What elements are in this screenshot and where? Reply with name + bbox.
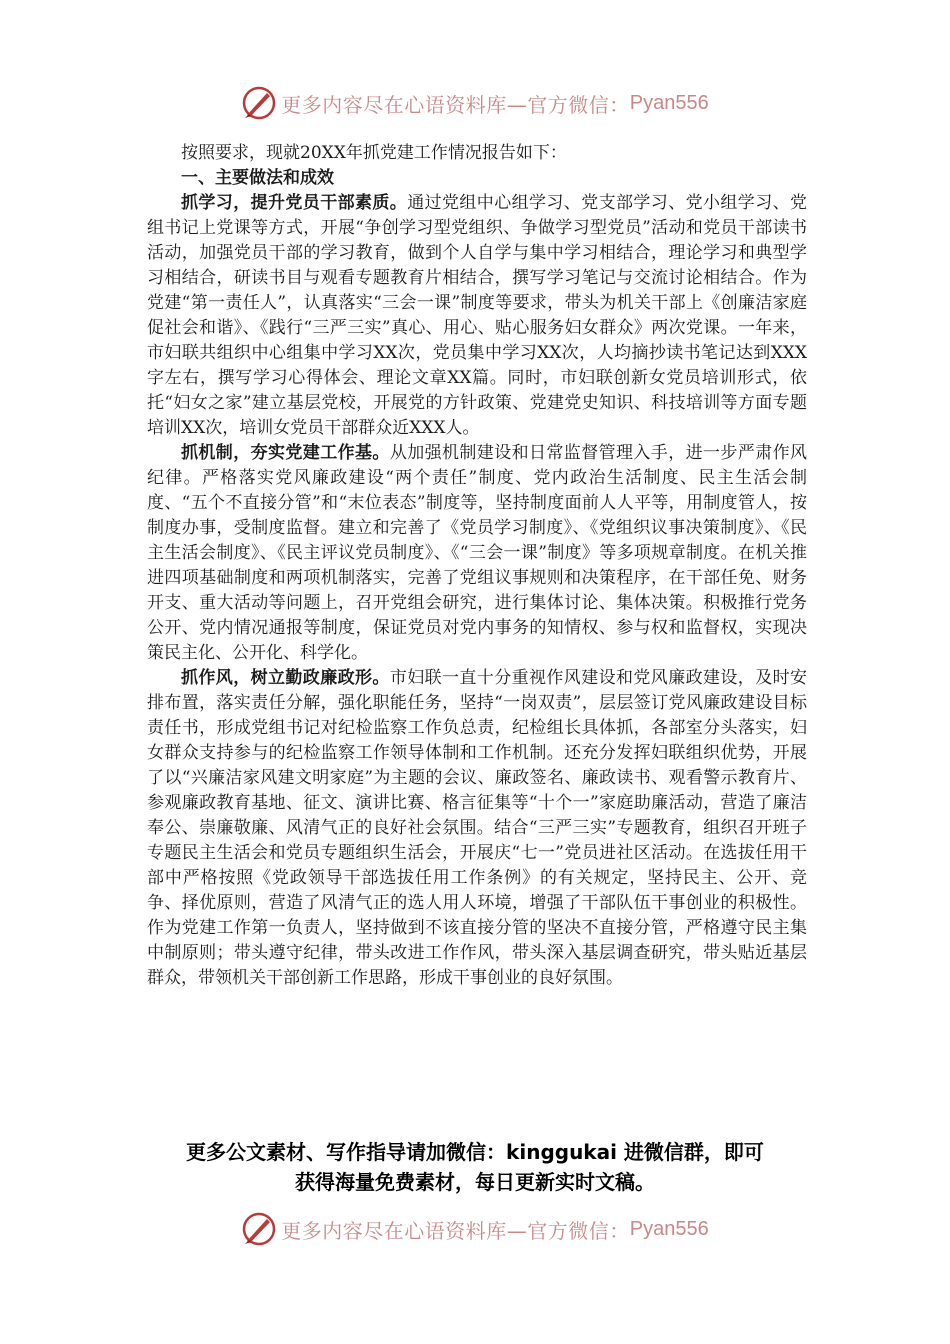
paragraph-study xyxy=(147,191,807,441)
paragraph-lead: 抓学习，提升党员干部素质。 xyxy=(181,193,408,213)
paragraph-lead: 抓作风，树立勤政廉政形。 xyxy=(181,668,390,688)
pen-logo-icon xyxy=(241,85,277,121)
paragraph-style xyxy=(147,666,807,991)
pen-logo-icon xyxy=(241,1211,277,1247)
bottom-banner xyxy=(0,1209,950,1249)
paragraph-body: 从加强机制建设和日常监督管理入手，进一步严肃作风纪律。严格落实党风廉政建设“两个责任”制度、党内政治生活制度、民主生活会制度、“五个不直接分管”和“末位表态”制度等，坚持制度面前人人平等，用制度管人，按制度办事，受制度监督。建立和完善了《党员学习制度》、《党组织议事决策制度》、《民主生活会制度》、《民主评议党员制度》、《“三会一课”制度》等多项规章制度。在机关推进四项基础制度和两项机制落实，完善了党组议事规则和决策程序，在干部任免、财务开支、重大活动等问题上，召开党组会研究，进行集体讨论、集体决策。积极推行党务公开、党内情况通报等制度，保证党员对党内事务的知情权、参与权和监督权，实现决策民主化、公开化、科学化。 xyxy=(147,443,808,663)
banner-text: 更多内容尽在心语资料库—官方微信： xyxy=(281,92,630,117)
paragraph-lead: 抓机制，夯实党建工作基。 xyxy=(181,443,390,463)
intro-line: 按照要求，现就20XX年抓党建工作情况报告如下： xyxy=(181,143,567,163)
banner-wechat-id: Pyan556 xyxy=(629,1217,709,1240)
paragraph-mechanism xyxy=(147,441,807,666)
footer-note xyxy=(140,1137,810,1197)
banner-text: 更多内容尽在心语资料库—官方微信： xyxy=(281,1218,630,1243)
paragraph-body: 市妇联一直十分重视作风建设和党风廉政建设，及时安排布置，落实责任分解，强化职能任务，坚持“一岗双责”，层层签订党风廉政建设目标责任书，形成党组书记对纪检监察工作负总责，纪检组长具体抓，各部室分头落实，妇女群众支持参与的纪检监察工作领导体制和工作机制。还充分发挥妇联组织优势，开展了以“兴廉洁家风建文明家庭”为主题的会议、廉政签名、廉政读书、观看警示教育片、参观廉政教育基地、征文、演讲比赛、格言征集等“十个一”家庭助廉活动，营造了廉洁奉公、崇廉敬廉、风清气正的良好社会氛围。结合“三严三实”专题教育，组织召开班子专题民主生活会和党员专题组织生活会，开展庆“七一”党员进社区活动。在选拔任用干部中严格按照《党政领导干部选拔任用工作条例》的有关规定，坚持民主、公开、竞争、择优原则，营造了风清气正的选人用人环境，增强了干部队伍干事创业的积极性。作为党建工作第一负责人，坚持做到不该直接分管的坚决不直接分管，严格遵守民主集中制原则；带头遵守纪律，带头改进工作作风，带头深入基层调查研究，带头贴近基层群众，带领机关干部创新工作思路，形成干事创业的良好氛围。 xyxy=(147,668,808,988)
footer-note-line-1: 更多公文素材、写作指导请加微信：kinggukai 进微信群，即可 xyxy=(186,1140,764,1164)
banner-wechat-id: Pyan556 xyxy=(629,91,709,114)
top-banner xyxy=(0,83,950,123)
section-heading: 一、主要做法和成效 xyxy=(181,168,334,188)
footer-note-line-2: 获得海量免费素材，每日更新实时文稿。 xyxy=(295,1170,655,1194)
paragraph-body: 通过党组中心组学习、党支部学习、党小组学习、党组书记上党课等方式，开展“争创学习型党组织、争做学习型党员”活动和党员干部读书活动，加强党员干部的学习教育，做到个人自学与集中学习相结合，理论学习和典型学习相结合，研读书目与观看专题教育片相结合，撰写学习笔记与交流讨论相结合。作为党建“第一责任人”，认真落实“三会一课”制度等要求，带头为机关干部上《创廉洁家庭促社会和谐》、《践行“三严三实”真心、用心、贴心服务妇女群众》两次党课。一年来，市妇联共组织中心组集中学习XX次，党员集中学习XX次，人均摘抄读书笔记达到XXX字左右，撰写学习心得体会、理论文章XX篇。同时，市妇联创新女党员培训形式，依托“妇女之家”建立基层党校，开展党的方针政策、党建党史知识、科技培训等方面专题培训XX次，培训女党员干部群众近XXX人。 xyxy=(147,193,808,438)
document-body xyxy=(147,141,807,991)
